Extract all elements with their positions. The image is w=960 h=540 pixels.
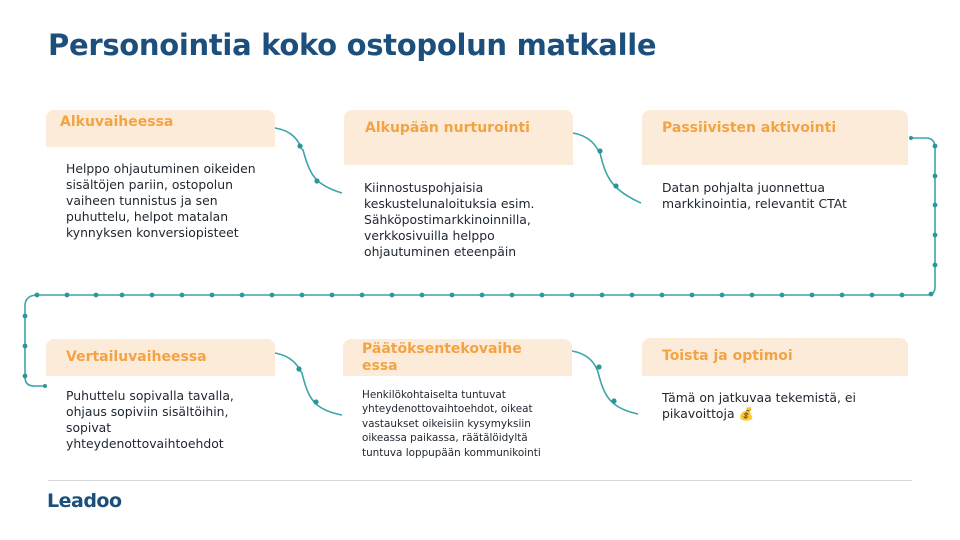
footer-divider xyxy=(48,480,912,481)
stage-3-header xyxy=(642,110,908,165)
stage-5-heading: Päätöksentekovaihe essa xyxy=(362,341,522,374)
stage-3-description: Datan pohjalta juonnettua markkinointia, relevantit CTAt xyxy=(662,180,847,211)
stage-1-description: Helppo ohjautuminen oikeiden sisältöjen pariin, ostopolun vaiheen tunnistus ja sen puhuttelu, helpot matalan kynnyksen konversiopisteet xyxy=(66,161,256,240)
stage-5-description: Henkilökohtaiselta tuntuvat yhteydenottovaihtoehdot, oikeat vastaukset oikeisiin kysymyksiin oikeassa paikassa, räätälöidyltä tuntuva loppupään kommunikointi xyxy=(362,389,541,459)
stage-4-header xyxy=(46,339,275,376)
stage-4-description: Puhuttelu sopivalla tavalla, ohjaus sopiviin sisältöihin, sopivat yhteydenottovaihtoehdot xyxy=(66,388,234,451)
stage-4-heading: Vertailuvaiheessa xyxy=(66,349,207,365)
stage-6-heading: Toista ja optimoi xyxy=(662,348,793,364)
stage-1-heading: Alkuvaiheessa xyxy=(60,114,174,130)
stage-6-header xyxy=(642,338,908,376)
stage-5-header xyxy=(343,339,572,376)
stage-2-header xyxy=(344,110,573,165)
stage-3-heading: Passiivisten aktivointi xyxy=(662,120,837,136)
leadoo-logo: Leadoo xyxy=(47,490,122,512)
stage-2-description: Kiinnostuspohjaisia keskustelunaloituksia esim. Sähköpostimarkkinoinnilla, verkkosivuilla helppo ohjautuminen eteenpäin xyxy=(364,180,535,259)
stage-6-description xyxy=(662,390,882,422)
page-title: Personointia koko ostopolun matkalle xyxy=(48,28,657,62)
stage-2-heading: Alkupään nurturointi xyxy=(365,120,530,136)
stage-1-header xyxy=(46,110,275,147)
stage-6-text: Tämä on jatkuvaa tekemistä, ei pikavoittoja 💰 xyxy=(662,390,856,421)
